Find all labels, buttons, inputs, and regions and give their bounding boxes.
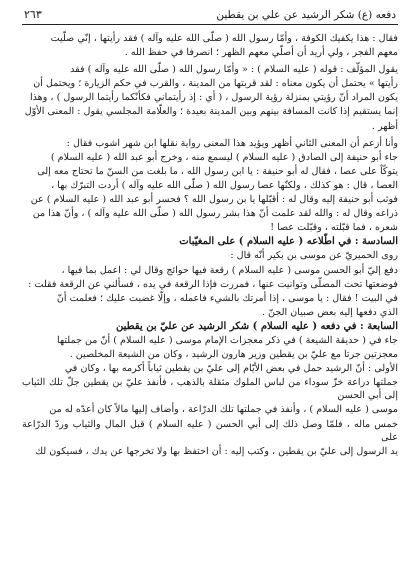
text-line: معجزتين جرتا مع عليّ بن يقطين وزير هارون الرشيد ، وكان من الشيعة المخلصين . (69, 349, 398, 361)
text-line: إنما يستقيم إذا كانت المسافة بينهم وبين المدينة بعيدة ؛ والعلّامة المجلسي يقول : المعنى الأوّل (24, 106, 398, 118)
section-heading: السابعة : في دفعه ( عليه السلام ) شكر الرشيد عن عليّ بن يقطين (116, 320, 398, 332)
text-line: موسى ( عليه السلام ) ، وأنفذ في جملتها تلك الدرّاعة ، وأضاف إليها مالاً كان أعدّه له من (49, 404, 398, 416)
text-line: العصا ، قال : هو كذلك ، ولكنّها عصا رسول الله ( صلّى الله عليه وآله ) أردت التبرّك بها ، (51, 179, 398, 191)
text-line: ذراعه وقال له : والله لقد علمت أنّ هذا بشر رسول الله ( صلّى الله عليه وآله ) ، وأنّ هذا من (32, 208, 398, 220)
text-line: وأنا أزعم أن المعنى الثاني أظهر ويؤيد هذا المعنى رواية نقلها ابن شهر اشوب فقال : (66, 137, 398, 149)
section-heading: السادسة : في اطّلاعه ( عليه السلام ) على المغيّبات (179, 236, 398, 248)
text-line: فقال : هذا يكفيك الكوفة ، وأمّا رسول الله ( صلّى الله عليه وآله ) فقد رأيتها ، إنّي صلّيت (50, 33, 398, 44)
text-line: أظهر . (371, 120, 398, 132)
text-line: الأولى : أنّ الرشيد حمل في بعض الأيّام إلى عليّ بن يقطين ثياباً أكرمه بها ، وكان في (64, 363, 398, 375)
text-line: في البيت ! فقال : يا موسى ، إذا أمرتك بالشيء فاعمله ، وإلّا غضبت عليك ؛ فعلمت أنّ (56, 292, 398, 304)
text-line: جاء أبو حنيفة إلى الصادق ( عليه السلام ) ليسمع منه ، وخرج أبو عبد الله ( عليه السلام ) (50, 151, 398, 163)
text-line: يقول المؤلّف : قوله ( عليه السلام ) : « وأمّا رسول الله ( صلّى الله عليه وآله ) فقد (70, 64, 398, 76)
page-body (22, 32, 398, 458)
text-line: فوثب أبو حنيفة إليه وقال له : أقبّلها يا بن رسول الله ؟ فحسر أبو عبد الله ( عليه السلام ) عن (30, 194, 398, 206)
text-line: معهم الفجر ، ولي أريد أن أصلّي معهم الظهر ؛ انصرفا في حفظ الله . (124, 47, 398, 59)
text-line: يتوكّأ على عصا ، فقال له أبو حنيفة : يا ابن رسول الله ، ما بلغت من السنّ ما تحتاج معه إلى (37, 165, 398, 177)
text-line: خمس ماله ، فلمّا وصل ذلك إلى أبي الحسن ( عليه السلام ) قبل المال والثياب وردّ الدرّاعة على (22, 418, 398, 443)
running-header (22, 8, 398, 25)
text-line: الذي دفعها إليه بعض صبيان الجنّ . (262, 306, 398, 318)
text-line: رأيتها » يحتمل أن يكون معناه : لقد قربتها من المدينة ، والقرب في حكم الزيارة ؛ ويحتمل أن (33, 78, 398, 90)
text-line: جملتها دراعة خزّ سوداء من لباس الملوك مثقلة بالذهب ، فأنفذ عليّ بن يقطين جلّ تلك الثياب إلى أبي الحسن (22, 377, 398, 402)
page-number: ٢٦٣ (24, 8, 42, 21)
text-line: شعره ، فما قبّلته ، وقبّلت عصا ! (270, 222, 398, 234)
running-title: دفعه (ع) شكر الرشيد عن علي بن يقطين (216, 9, 396, 21)
text-line: فوضعتها تحت المصلّى وتوانيت عنها ، فمررت فإذا الرقعة في يده ، فسألني عن الرقعة فقلت : (28, 278, 398, 290)
text-line: يكون المراد أنّ رؤيتي بمنزلة رؤية الرسول ، ( أي : إذ رأيتماني فكأنّكما رأيتما الرسول ) ، وهذا (29, 92, 398, 104)
text-line: دفع إليّ أبو الحسن موسى ( عليه السلام ) رقعة فيها حوائج وقال لي : اعمل بما فيها ، (61, 264, 398, 276)
text-line: جاء في ( حديقة الشيعة ) في ذكر معجزات الإمام موسى ( عليه السلام ) أنّ من جملتها (57, 334, 398, 346)
text-line: روى الحميريّ عن موسى بن بكير أنّه قال : (230, 250, 398, 262)
text-line: يد الرسول إلى عليّ بن يقطين ، وكتب إليه : أن احتفظ بها ولا تخرجها عن يدك ، فسيكون لك (35, 445, 398, 457)
